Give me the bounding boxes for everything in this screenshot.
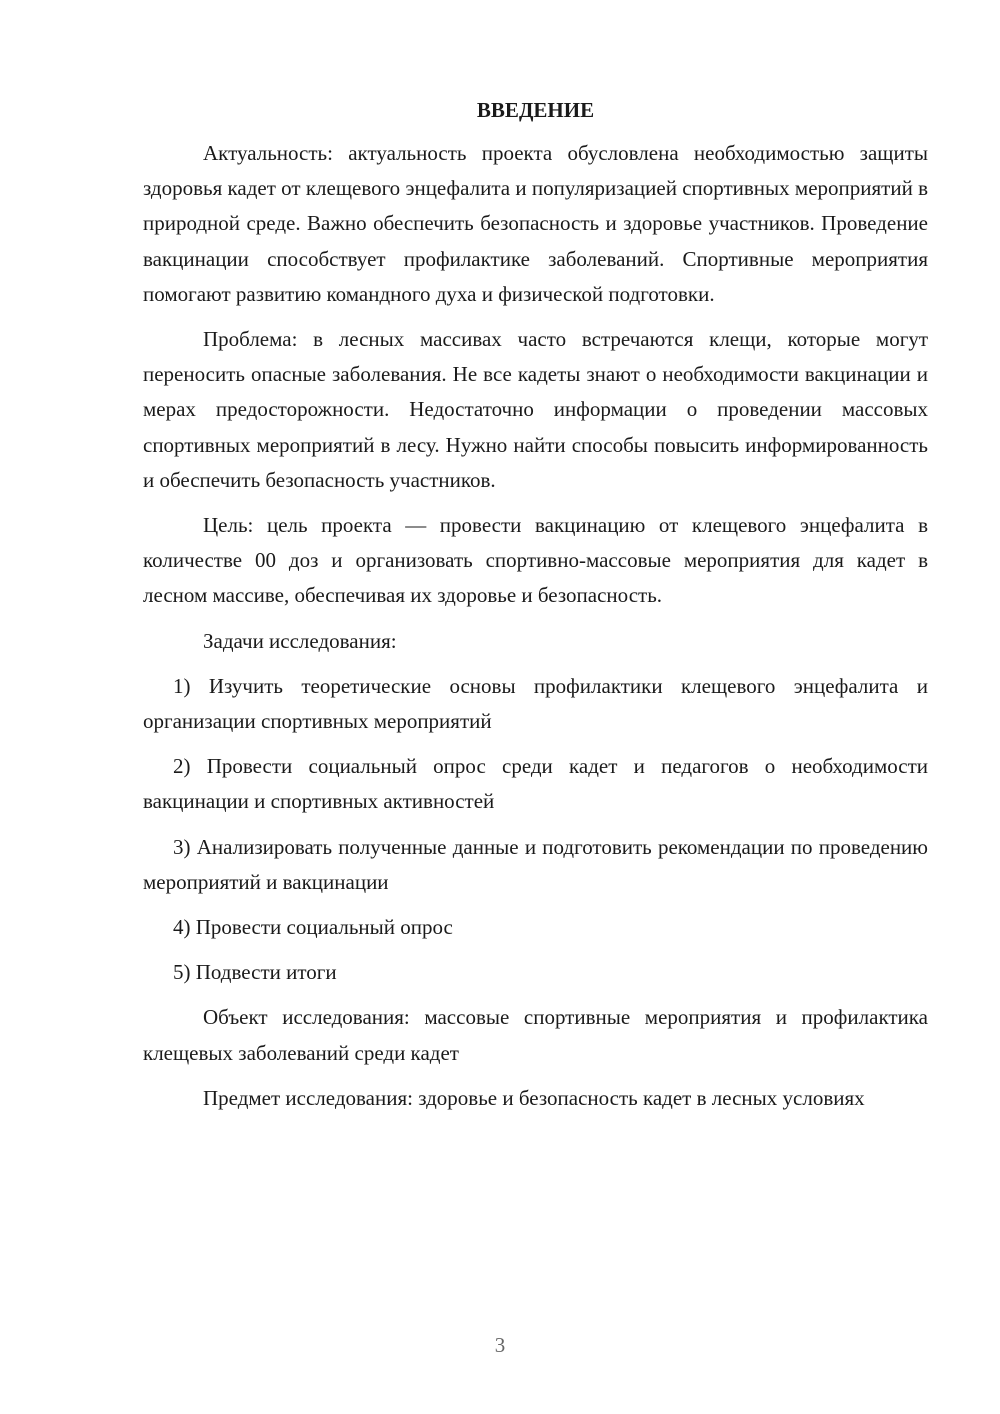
task-list	[143, 669, 928, 991]
paragraph-object: Объект исследования: массовые спортивные мероприятия и профилактика клещевых заболеваний среди кадет	[143, 1005, 928, 1065]
paragraph-subject: Предмет исследования: здоровье и безопасность кадет в лесных условиях	[203, 1085, 865, 1110]
task-item-3: 3) Анализировать полученные данные и подготовить рекомендации по проведению мероприятий и вакцинации	[143, 834, 928, 894]
page-number: 3	[494, 1333, 506, 1357]
paragraph-problem: Проблема: в лесных массивах часто встречаются клещи, которые могут переносить опасные заболевания. Не все кадеты знают о необходимости вакцинации и мерах предосторожности. Недостаточно информации о проведении массовых спортивных мероприятий в лесу. Нужно найти способы повысить информированность и обеспечить безопасность участников.	[143, 327, 928, 492]
task-item-5: 5) Подвести итоги	[173, 960, 337, 985]
task-item-4: 4) Провести социальный опрос	[173, 915, 453, 940]
paragraph-tasks-intro: Задачи исследования:	[203, 628, 397, 653]
task-item-1: 1) Изучить теоретические основы профилактики клещевого энцефалита и организации спортивных мероприятий	[143, 673, 928, 734]
document-page	[143, 95, 928, 1126]
paragraph-goal: Цель: цель проекта — провести вакцинацию от клещевого энцефалита в количестве 00 доз и организовать спортивно-массовые мероприятия для кадет в лесном массиве, обеспечивая их здоровье и безопасность.	[143, 513, 928, 608]
page-title: ВВЕДЕНИЕ	[476, 98, 595, 122]
task-item-2: 2) Провести социальный опрос среди кадет и педагогов о необходимости вакцинации и спортивных активностей	[143, 754, 928, 814]
paragraph-relevance: Актуальность: актуальность проекта обусловлена необходимостью защиты здоровья кадет от клещевого энцефалита и популяризацией спортивных мероприятий в природной среде. Важно обеспечить безопасность и здоровье участников. Проведение вакцинации способствует профилактике заболеваний. Спортивные мероприятия помогают развитию командного духа и физической подготовки.	[143, 141, 928, 306]
